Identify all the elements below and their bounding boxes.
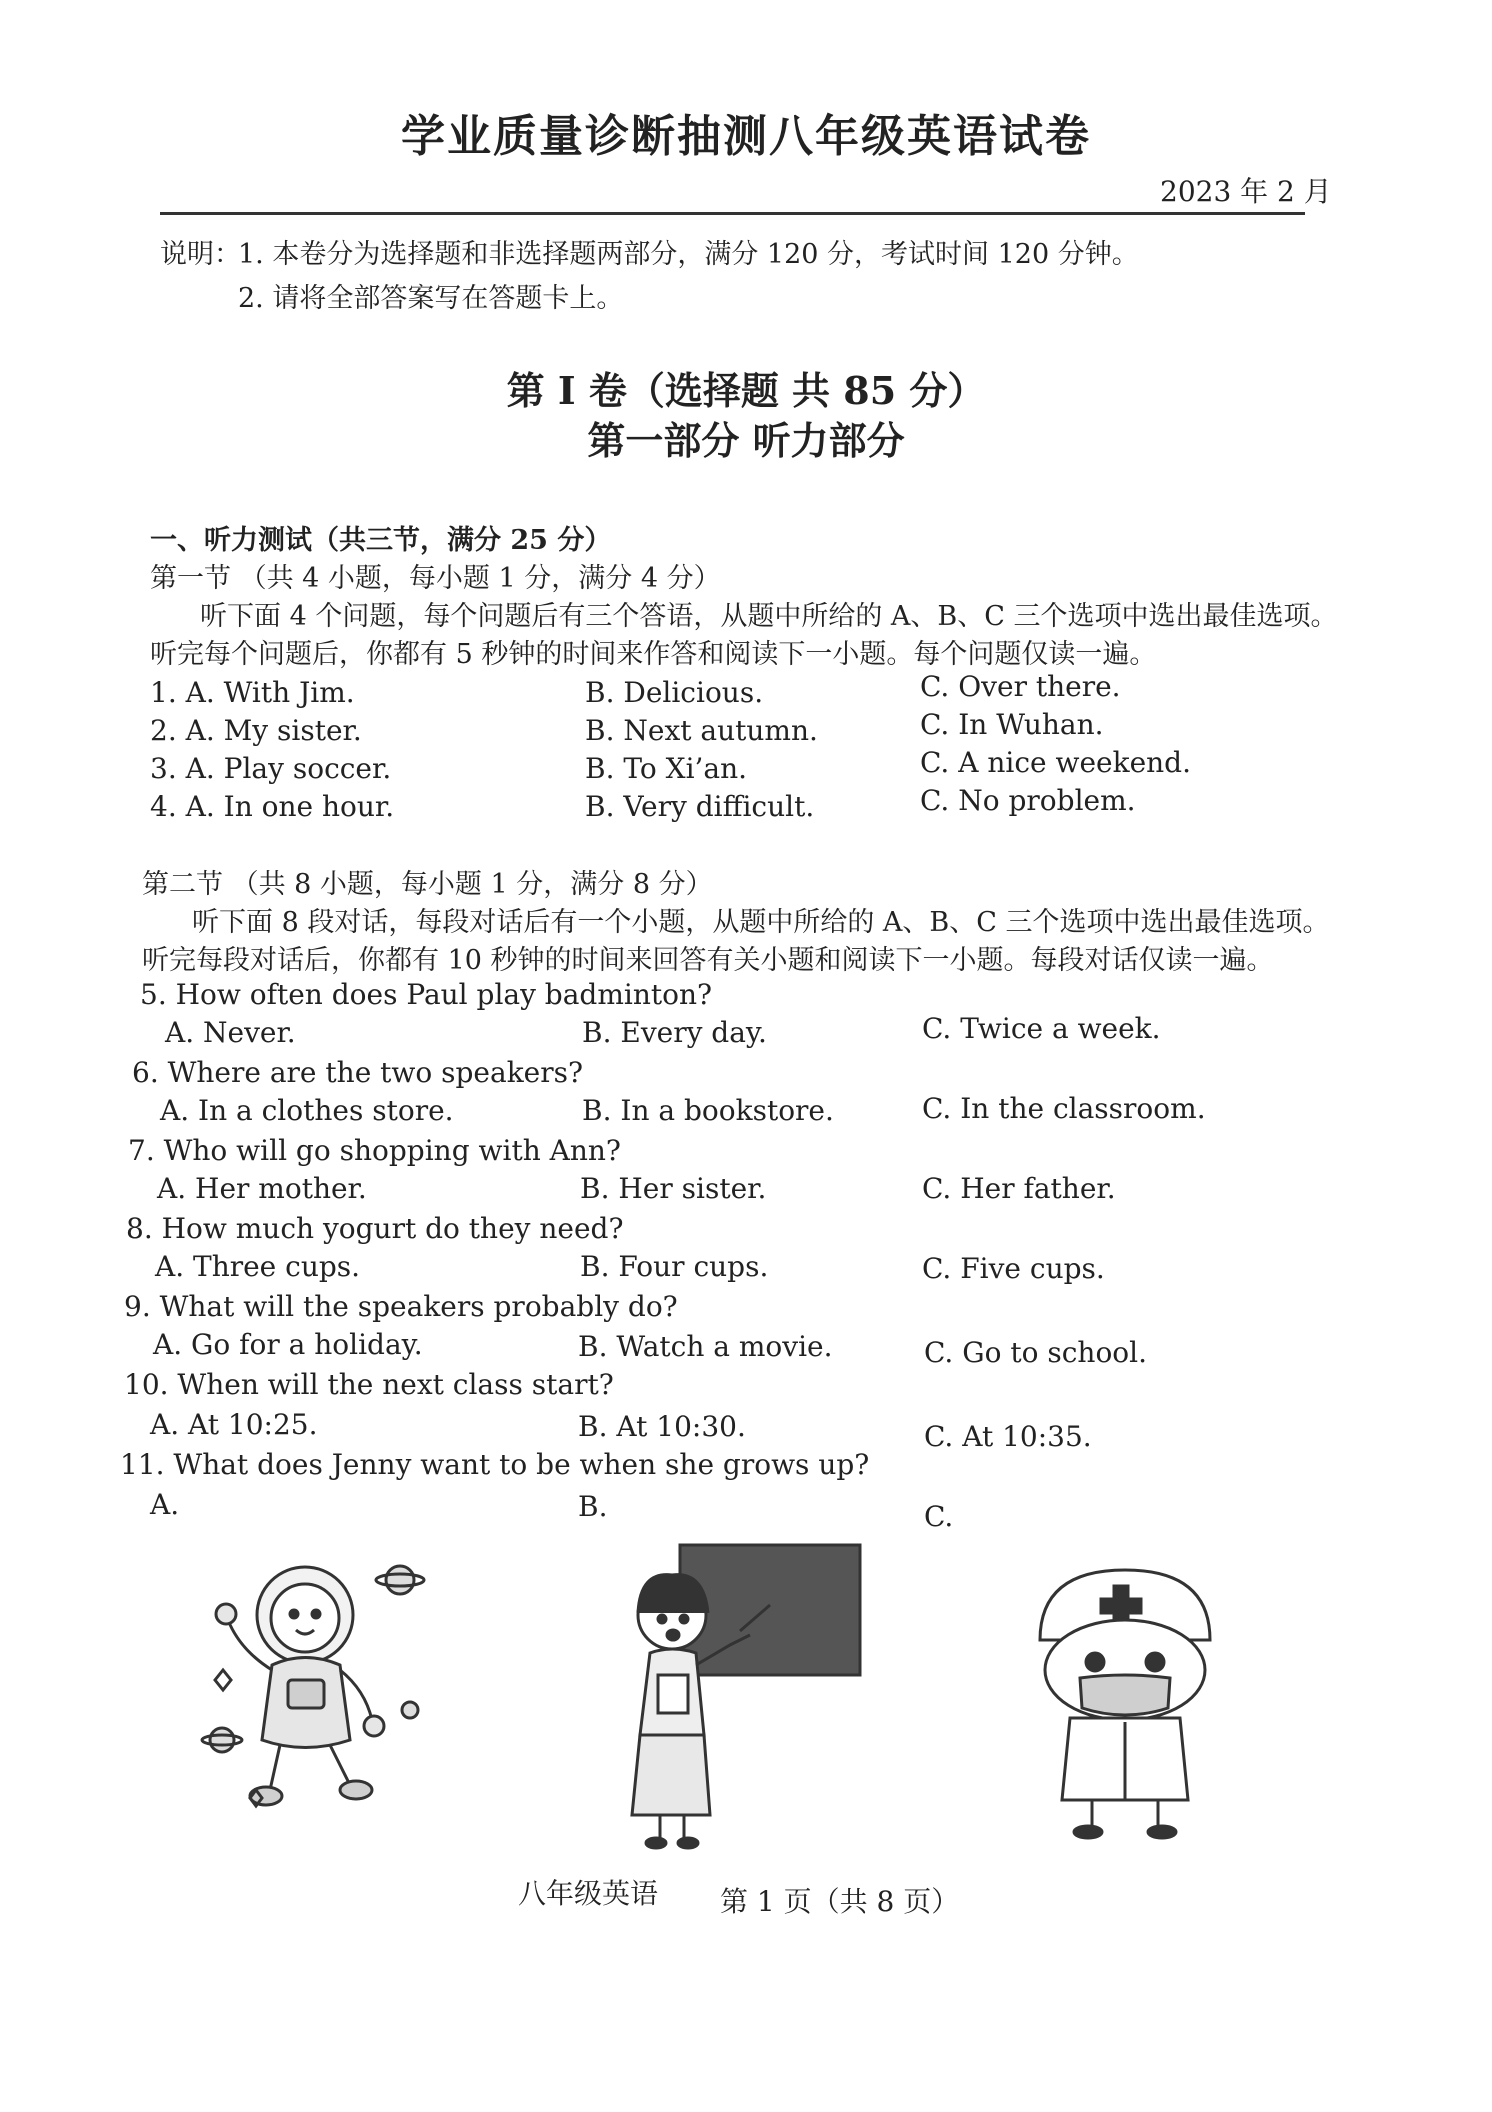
q8-option-a: A. Three cups. [155,1250,361,1283]
q10-option-b: B. At 10:30. [578,1410,746,1443]
q7-question: 7. Who will go shopping with Ann? [128,1134,621,1167]
section1-heading: 第一节 （共 4 小题，每小题 1 分，满分 4 分） [150,563,721,594]
exam-date: 2023 年 2 月 [1160,175,1332,208]
q2-option-b: B. Next autumn. [585,714,818,747]
q11-option-c-label: C. [924,1500,954,1533]
exam-title: 学业质量诊断抽测八年级英语试卷 [401,111,1091,162]
q5-option-b: B. Every day. [582,1016,767,1049]
q3-option-a: 3. A. Play soccer. [150,752,392,785]
instructions-label: 说明： [160,239,241,270]
q7-option-c: C. Her father. [922,1172,1116,1205]
q10-question: 10. When will the next class start? [124,1368,614,1401]
instructions-line-1: 1. 本卷分为选择题和非选择题两部分，满分 120 分，考试时间 120 分钟。 [238,239,1139,270]
section2-heading: 第二节 （共 8 小题，每小题 1 分，满分 8 分） [142,869,713,900]
astronaut-illustration [200,1540,460,1820]
section2-directions-1: 听下面 8 段对话，每段对话后有一个小题，从题中所给的 A、B、C 三个选项中选出最佳选项。 [192,907,1330,938]
q9-option-a: A. Go for a holiday. [153,1328,423,1361]
q8-option-b: B. Four cups. [580,1250,769,1283]
q6-option-c: C. In the classroom. [922,1092,1206,1125]
instructions-line-2: 2. 请将全部答案写在答题卡上。 [238,283,624,314]
doctor-illustration [1010,1550,1240,1850]
q10-option-c: C. At 10:35. [924,1420,1092,1453]
q4-option-c: C. No problem. [920,784,1136,817]
q11-option-b-label: B. [578,1490,608,1523]
q9-option-b: B. Watch a movie. [578,1330,833,1363]
q9-option-c: C. Go to school. [924,1336,1148,1369]
q7-option-a: A. Her mother. [157,1172,367,1205]
q4-option-b: B. Very difficult. [585,790,815,823]
q1-option-a: 1. A. With Jim. [150,676,355,709]
q5-question: 5. How often does Paul play badminton? [140,978,713,1011]
teacher-illustration [600,1535,900,1855]
listening-heading: 一、听力测试（共三节，满分 25 分） [150,525,612,556]
q6-option-b: B. In a bookstore. [582,1094,834,1127]
footer-page-number: 第 1 页（共 8 页） [720,1885,960,1918]
footer-subject: 八年级英语 [518,1877,659,1910]
q10-option-a: A. At 10:25. [150,1408,318,1441]
q11-option-a-label: A. [150,1488,180,1521]
q6-question: 6. Where are the two speakers? [132,1056,583,1089]
q6-option-a: A. In a clothes store. [160,1094,454,1127]
q11-question: 11. What does Jenny want to be when she grows up? [120,1448,870,1481]
q8-question: 8. How much yogurt do they need? [126,1212,624,1245]
header-rule [160,212,1305,215]
q1-option-c: C. Over there. [920,670,1121,703]
q2-option-c: C. In Wuhan. [920,708,1104,741]
section1-directions-1: 听下面 4 个问题，每个问题后有三个答语，从题中所给的 A、B、C 三个选项中选出最佳选项。 [200,601,1338,632]
q5-option-a: A. Never. [165,1016,296,1049]
q9-question: 9. What will the speakers probably do? [124,1290,678,1323]
part-title: 第一部分 听力部分 [587,418,905,463]
section2-directions-2: 听完每段对话后，你都有 10 秒钟的时间来回答有关小题和阅读下一小题。每段对话仅读一遍。 [142,945,1274,976]
volume-title: 第 I 卷（选择题 共 85 分） [506,368,986,413]
q8-option-c: C. Five cups. [922,1252,1105,1285]
q4-option-a: 4. A. In one hour. [150,790,395,823]
section1-directions-2: 听完每个问题后，你都有 5 秒钟的时间来作答和阅读下一小题。每个问题仅读一遍。 [150,639,1157,670]
q1-option-b: B. Delicious. [585,676,764,709]
q5-option-c: C. Twice a week. [922,1012,1161,1045]
q7-option-b: B. Her sister. [580,1172,767,1205]
q3-option-b: B. To Xi’an. [585,752,748,785]
q2-option-a: 2. A. My sister. [150,714,362,747]
q3-option-c: C. A nice weekend. [920,746,1191,779]
